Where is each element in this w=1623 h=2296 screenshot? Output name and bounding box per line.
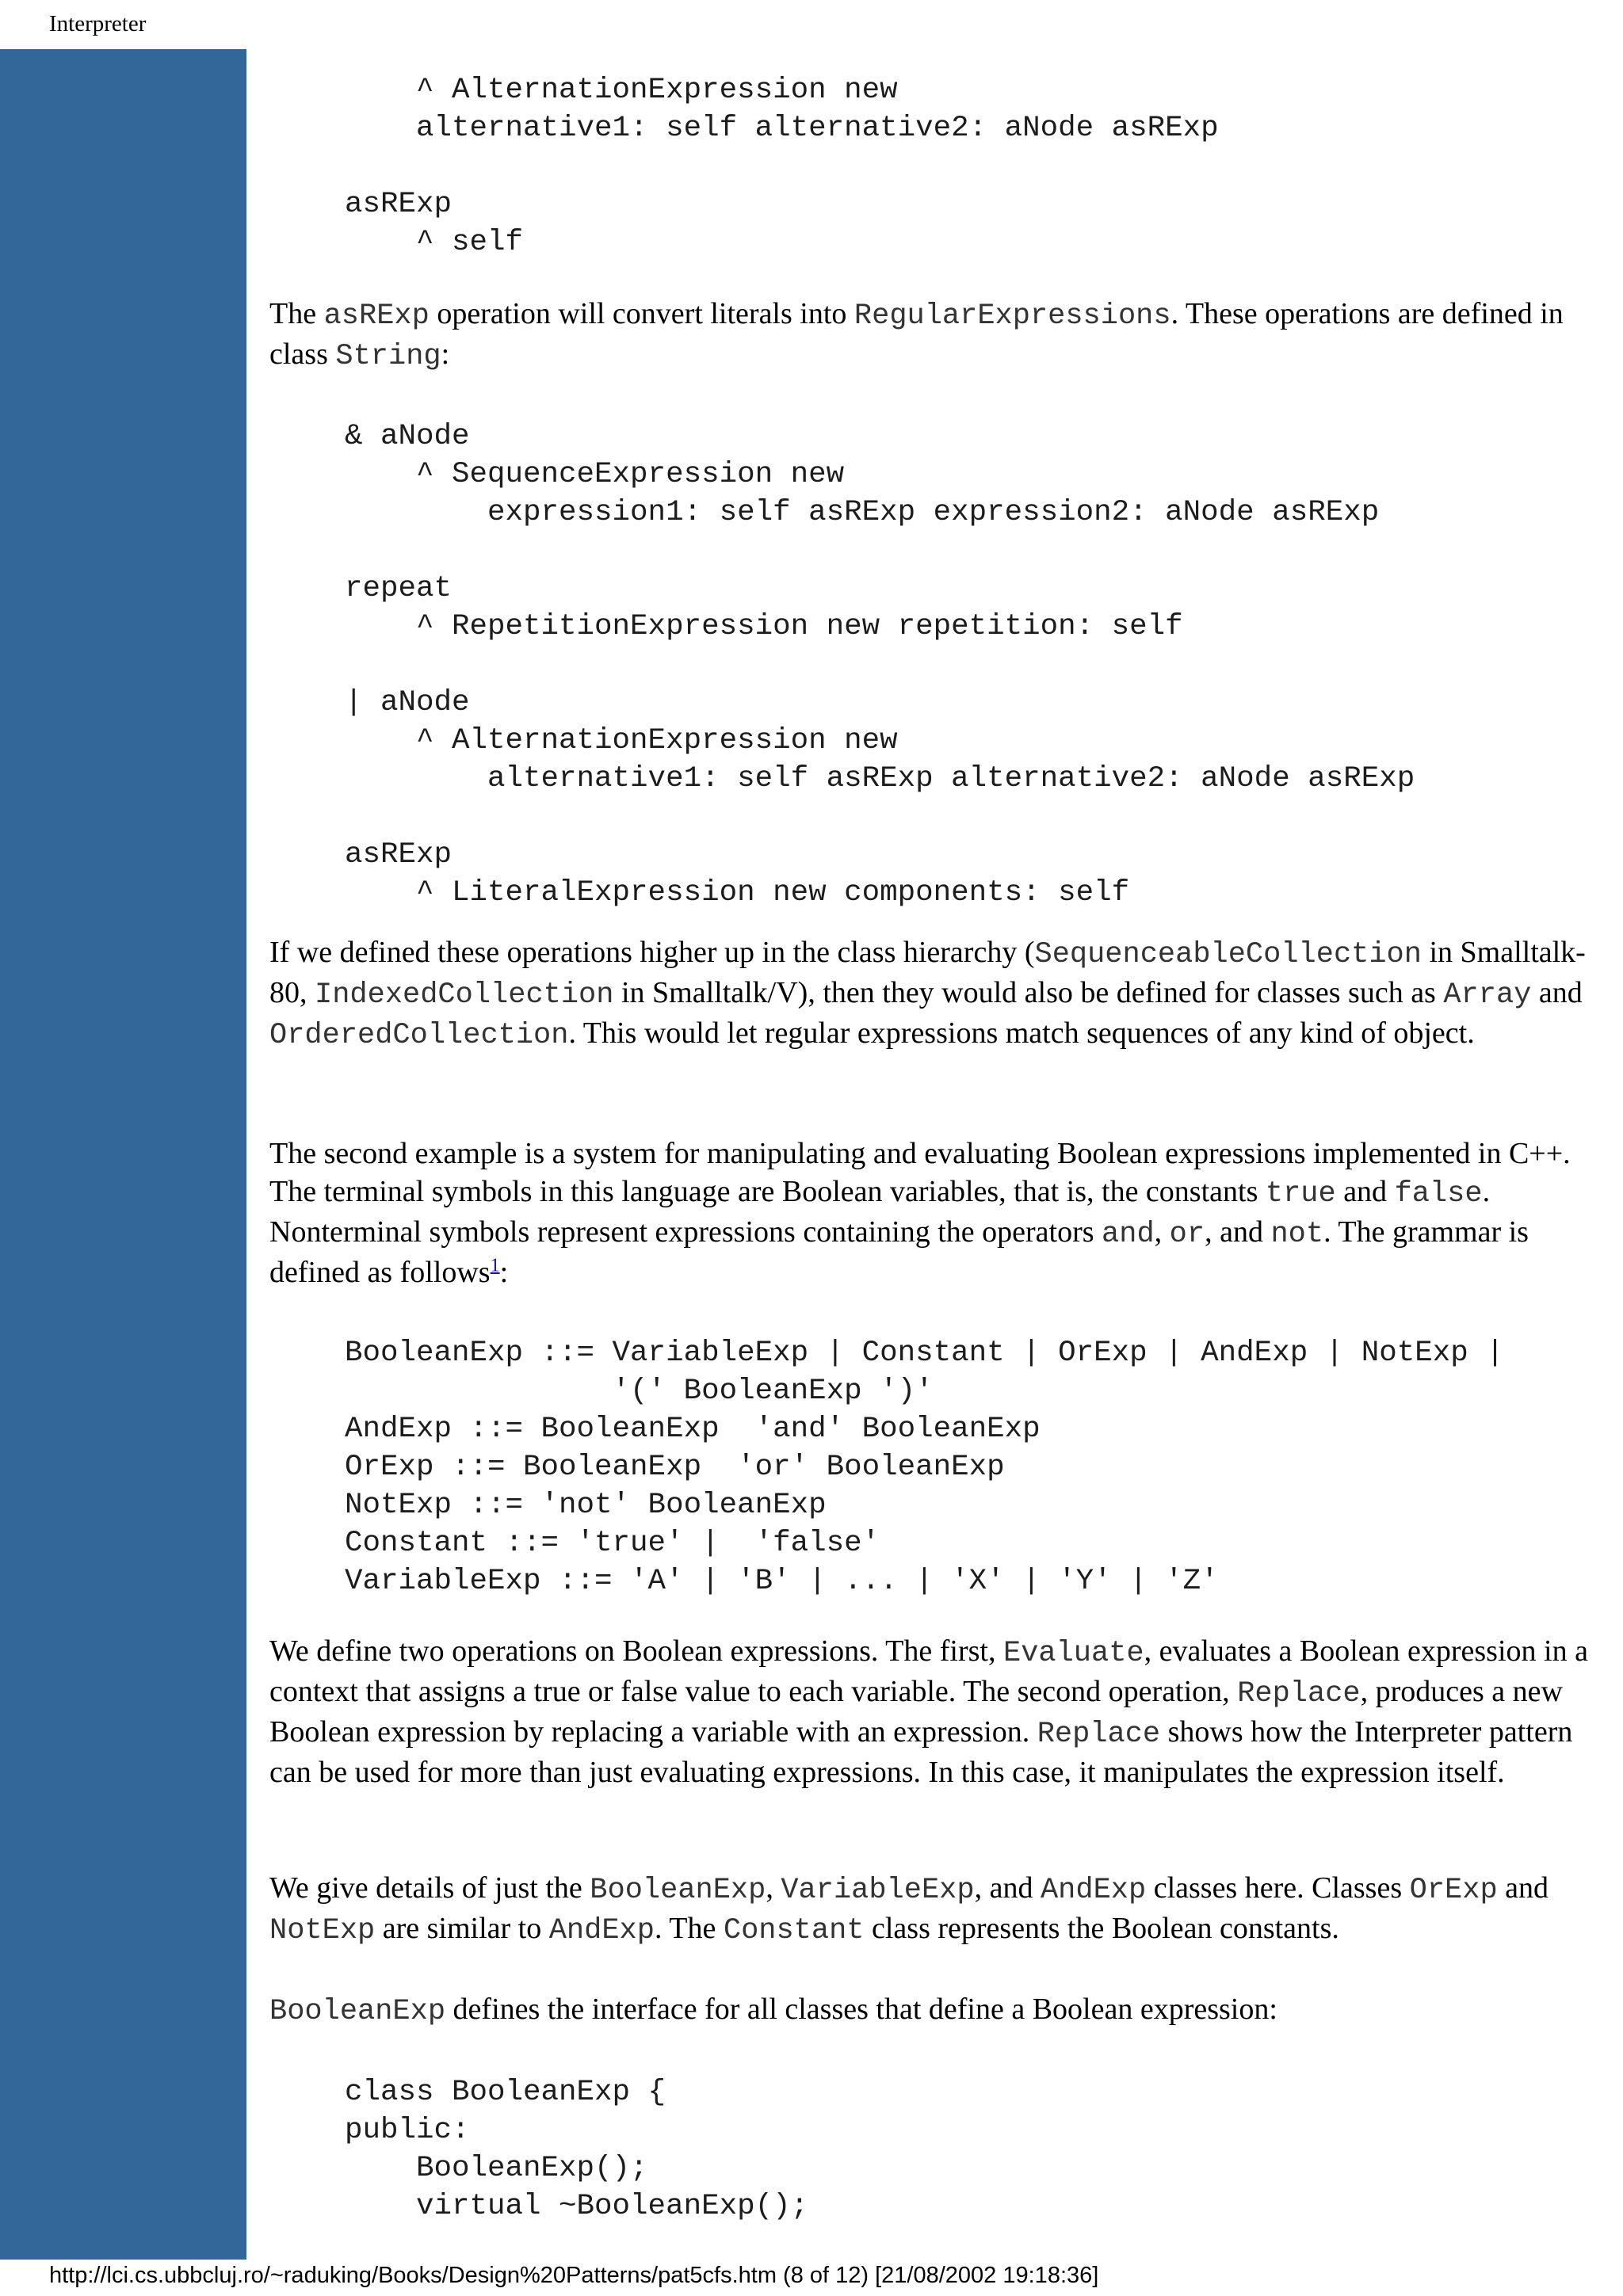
code-block-string-ops: & aNode ^ SequenceExpression new expression1: self asRExp expression2: aNode asRExp repeat ^ RepetitionExpression new repetition: self | aNode ^ AlternationExpression new alternative1: self asRExp alternative2: aNode asRExp asRExp ^ LiteralExpression new components: self (345, 420, 1415, 910)
paragraph-class-details: We give details of just the BooleanExp, VariableExp, and AndExp classes here. Classes OrExp and NotExp are similar to AndExp. The Constant class represents the Boolean constants. (269, 1871, 1549, 1947)
inline-code: String (335, 340, 441, 373)
inline-code: NotExp (269, 1914, 376, 1947)
footnote-link[interactable]: 1 (490, 1255, 500, 1276)
inline-code: asRExp (323, 299, 430, 333)
inline-code: SequenceableCollection (1034, 938, 1422, 971)
code-block-grammar: BooleanExp ::= VariableExp | Constant | OrExp | AndExp | NotExp | '(' BooleanExp ')' AndExp ::= BooleanExp 'and' BooleanExp OrExp ::= BooleanExp 'or' BooleanExp NotExp ::= 'not' BooleanExp Constant ::= 'true' | 'false' VariableExp ::= 'A' | 'B' | ... | 'X' | 'Y' | 'Z' (345, 1337, 1504, 1598)
inline-code: Replace (1037, 1718, 1161, 1751)
inline-code: not (1270, 1218, 1324, 1251)
inline-code: BooleanExp (590, 1874, 766, 1907)
inline-code: VariableExp (781, 1874, 975, 1907)
inline-code: IndexedCollection (315, 978, 614, 1012)
inline-code: AndExp (548, 1914, 655, 1947)
paragraph-operations: We define two operations on Boolean expressions. The first, Evaluate, evaluates a Boolean expression in a context that assigns a true or false value to each variable. The second operation, Replace, produces a new Boolean expression by replacing a variable with an expression. Replace shows how the Interpreter pattern can be used for more than just evaluating expressions. In this case, it manipulates the expression itself. (269, 1634, 1588, 1789)
left-sidebar-band (0, 49, 246, 2260)
inline-code: OrderedCollection (269, 1019, 569, 1052)
page-header (0, 0, 1623, 49)
inline-code: BooleanExp (269, 1995, 446, 2028)
page-header-title: Interpreter (49, 11, 147, 36)
code-block-alternation: ^ AlternationExpression new alternative1: self alternative2: aNode asRExp asRExp ^ self (345, 74, 1219, 259)
inline-code: or (1169, 1218, 1205, 1251)
inline-code: and (1102, 1218, 1155, 1251)
inline-code: Array (1443, 978, 1532, 1012)
paragraph-hierarchy: If we defined these operations higher up in the class hierarchy (SequenceableCollection in Smalltalk-80, IndexedCollection in Smalltalk/V), then they would also be defined for classes such as Array and OrderedCollection. This would let regular expressions match sequences of any kind of object. (269, 936, 1586, 1052)
inline-code: true (1265, 1177, 1336, 1211)
inline-code: Evaluate (1002, 1637, 1144, 1670)
page-footer-url: http://lci.cs.ubbcluj.ro/~raduking/Books/Design%20Patterns/pat5cfs.htm (8 of 12) [21/08/2002 19:18:36] (49, 2263, 1099, 2288)
paragraph-booleanexp-interface: BooleanExp defines the interface for all classes that define a Boolean expression: (269, 1993, 1277, 2028)
inline-code: AndExp (1040, 1874, 1147, 1907)
paragraph-boolean-example: The second example is a system for manipulating and evaluating Boolean expressions implemented in C++. The terminal symbols in this language are Boolean variables, that is, the constants true and false. Nonterminal symbols represent expressions containing the operators and, or, and not. The grammar is defined as follows$^1$: (269, 1137, 1571, 1289)
code-block-booleanexp-class: class BooleanExp { public: BooleanExp(); virtual ~BooleanExp(); (345, 2076, 809, 2223)
inline-code: false (1394, 1177, 1483, 1211)
paragraph-asrexp: The asRExp operation will convert literals into RegularExpressions. These operations are defined in class String: (269, 297, 1564, 373)
inline-code: Constant (723, 1914, 865, 1947)
inline-code: Replace (1237, 1677, 1361, 1711)
inline-code: RegularExpressions (854, 299, 1171, 333)
inline-code: OrExp (1409, 1874, 1498, 1907)
